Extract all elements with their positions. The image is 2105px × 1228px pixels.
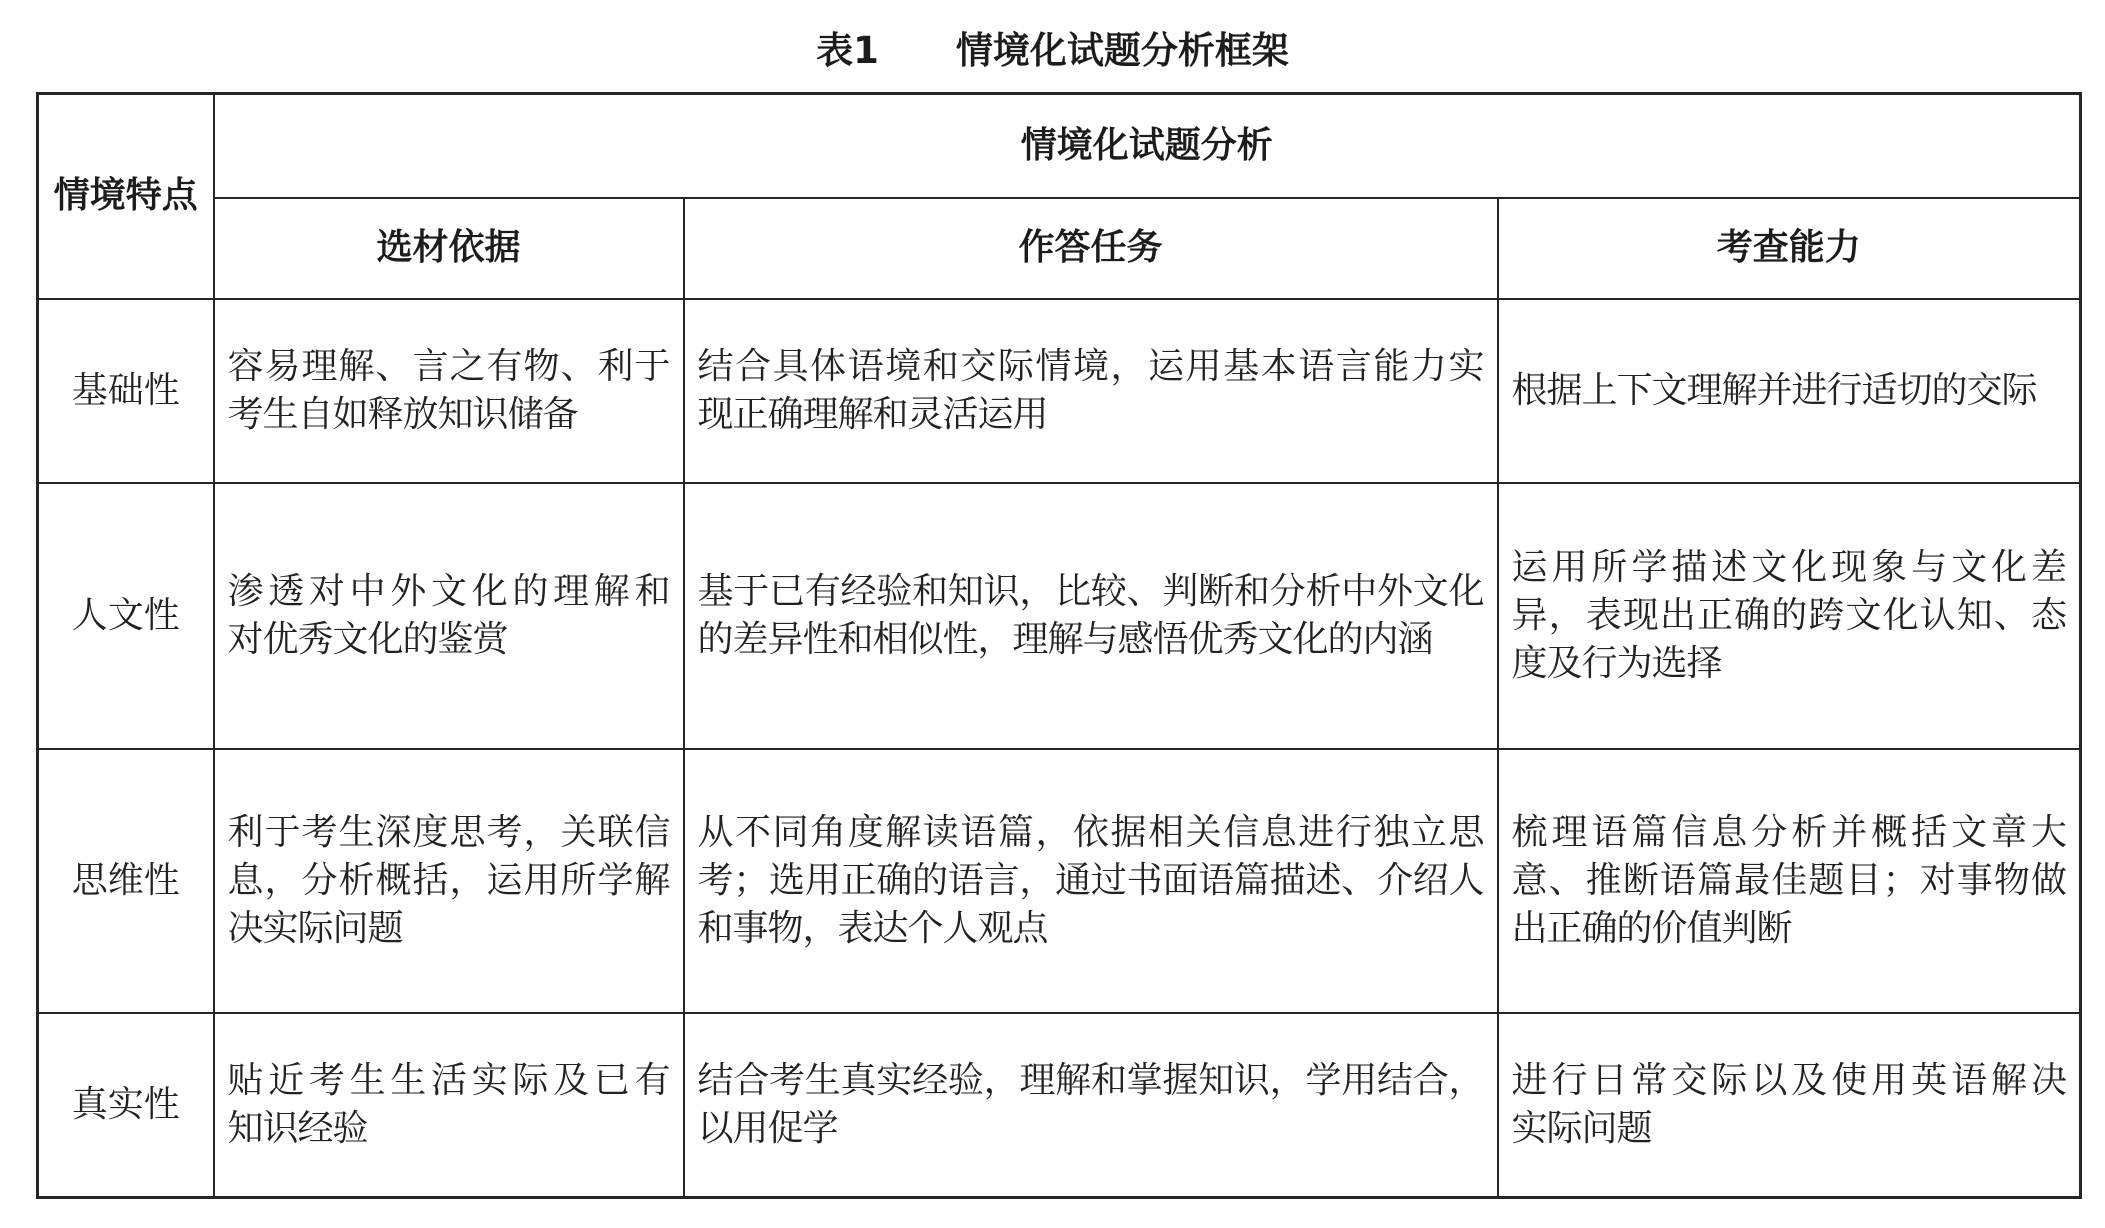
text-line: 现正确理解和灵活运用 [697, 393, 1048, 435]
header-assessed-ability: 考查能力 [1498, 198, 2081, 299]
text-line: 度及行为选择 [1511, 642, 1722, 684]
table-row [38, 1013, 2081, 1198]
header-situation-feature: 情境特点 [38, 94, 214, 299]
text-line: 运用所学描述文化现象与文化差 [1511, 546, 2067, 588]
text-line: 渗透对中外文化的理解和 [227, 570, 670, 612]
cell-feature: 基础性 [38, 299, 214, 483]
header-selection-basis: 选材依据 [214, 198, 684, 299]
cell-answer-task [684, 749, 1498, 1013]
cell-assessed-ability [1498, 749, 2081, 1013]
cell-feature: 思维性 [38, 749, 214, 1013]
text-line: 对优秀文化的鉴赏 [227, 618, 508, 660]
cell-selection-basis [214, 749, 684, 1013]
cell-assessed-ability [1498, 483, 2081, 749]
header-row-group [38, 94, 2081, 198]
text-line: 根据上下文理解并进行适切的交际 [1511, 369, 2037, 411]
cell-answer-task [684, 483, 1498, 749]
cell-answer-task [684, 299, 1498, 483]
header-row-columns [38, 198, 2081, 299]
text-line: 容易理解、言之有物、利于 [227, 345, 670, 387]
text-line: 出正确的价值判断 [1511, 907, 1792, 949]
header-answer-task: 作答任务 [684, 198, 1498, 299]
text-line: 贴近考生生活实际及已有 [227, 1059, 670, 1101]
cell-assessed-ability [1498, 1013, 2081, 1198]
text-line: 决实际问题 [227, 907, 403, 949]
text-line: 息，分析概括，运用所学解 [227, 859, 670, 901]
text-line: 以用促学 [697, 1107, 838, 1149]
text-line: 进行日常交际以及使用英语解决 [1511, 1059, 2067, 1101]
text-line: 考生自如释放知识储备 [227, 393, 578, 435]
text-line: 实际问题 [1511, 1107, 1652, 1149]
cell-assessed-ability [1498, 299, 2081, 483]
table-row [38, 299, 2081, 483]
text-line: 意、推断语篇最佳题目；对事物做 [1511, 859, 2067, 901]
analysis-framework-table [36, 92, 2082, 1199]
table-row [38, 483, 2081, 749]
text-line: 和事物，表达个人观点 [697, 907, 1048, 949]
header-item-analysis: 情境化试题分析 [214, 94, 2081, 198]
cell-answer-task [684, 1013, 1498, 1198]
table-number: 表1 [816, 29, 879, 72]
table-caption [0, 27, 2105, 75]
cell-selection-basis [214, 483, 684, 749]
text-line: 利于考生深度思考，关联信 [227, 811, 670, 853]
text-line: 基于已有经验和知识，比较、判断和分析中外文化 [697, 570, 1484, 612]
text-line: 梳理语篇信息分析并概括文章大 [1511, 811, 2067, 853]
text-line: 异，表现出正确的跨文化认知、态 [1511, 594, 2067, 636]
cell-selection-basis [214, 1013, 684, 1198]
table-title: 情境化试题分析框架 [955, 29, 1289, 72]
cell-feature: 人文性 [38, 483, 214, 749]
text-line: 知识经验 [227, 1107, 368, 1149]
text-line: 的差异性和相似性，理解与感悟优秀文化的内涵 [697, 618, 1433, 660]
text-line: 考；选用正确的语言，通过书面语篇描述、介绍人 [697, 859, 1484, 901]
text-line: 从不同角度解读语篇，依据相关信息进行独立思 [697, 811, 1484, 853]
cell-selection-basis [214, 299, 684, 483]
cell-feature: 真实性 [38, 1013, 214, 1198]
text-line: 结合具体语境和交际情境，运用基本语言能力实 [697, 345, 1484, 387]
table-row [38, 749, 2081, 1013]
text-line: 结合考生真实经验，理解和掌握知识，学用结合， [697, 1059, 1484, 1101]
